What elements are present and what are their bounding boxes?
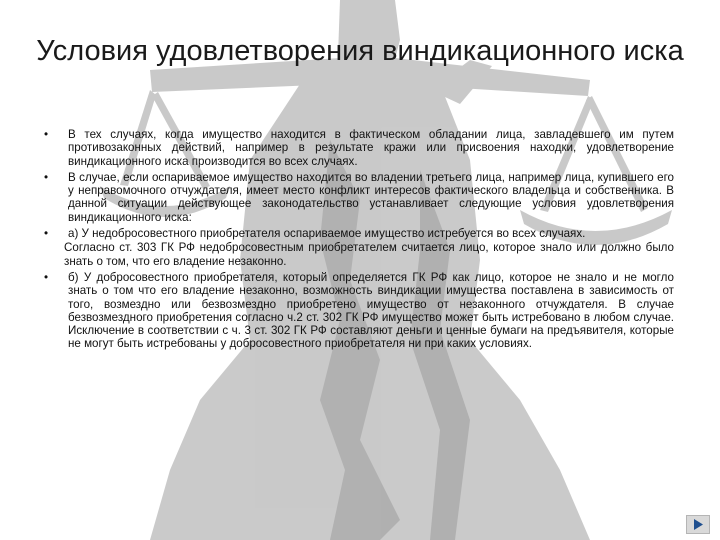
bullet-icon: • — [44, 170, 49, 184]
bullet-icon: • — [44, 128, 49, 141]
slide-title: Условия удовлетворения виндикационного иска — [36, 35, 684, 67]
list-item — [44, 128, 674, 168]
list-item — [44, 227, 674, 240]
bullet-icon: • — [44, 270, 49, 284]
list-item-text: б) У добросовестного приобретателя, который определяется ГК РФ как лицо, которое не знало и не могло знать о том что его владение незаконно, возможность виндикации имущества поставлена в зависимость от того, возмездно или безвозмездно приобретено имущество от незаконного отчуждателя. В случае безвозмездного приобретения согласно ч.2 ст. 302 ГК РФ имущество может быть истребовано в любом случае. Исключение в соответствии с ч. 3 ст. 302 ГК РФ составляют деньги и ценные бумаги на предъявителя, которые не могут быть истребованы у добросовестного приобретателя ни при каких условиях. — [68, 270, 674, 351]
note-paragraph: Согласно ст. 303 ГК РФ недобросовестным приобретателем считается лицо, которое знало или должно было знать о том, что его владение незаконно. — [64, 241, 674, 268]
next-slide-button[interactable] — [686, 515, 710, 534]
play-next-icon — [687, 516, 709, 533]
list-item-text: а) У недобросовестного приобретателя оспариваемое имущество истребуется во всех случаях. — [68, 227, 586, 241]
slide-body — [44, 128, 674, 351]
list-item-text: В тех случаях, когда имущество находится в фактическом обладании лица, завладевшего им путем противозаконных действий, например в результате кражи или присвоения находки, удовлетворение виндикационного иска производится во всех случаях. — [68, 128, 674, 168]
list-item — [44, 271, 674, 351]
list-item — [44, 171, 674, 224]
bullet-icon: • — [44, 227, 49, 241]
list-item-text: В случае, если оспариваемое имущество находится во владении третьего лица, например лица, купившего его у неправомочного отчуждателя, имеет место конфликт интересов фактического владельца и собственника. В данной ситуации действующее законодательство устанавливает следующие условия удовлетворения виндикационного иска: — [68, 170, 674, 224]
